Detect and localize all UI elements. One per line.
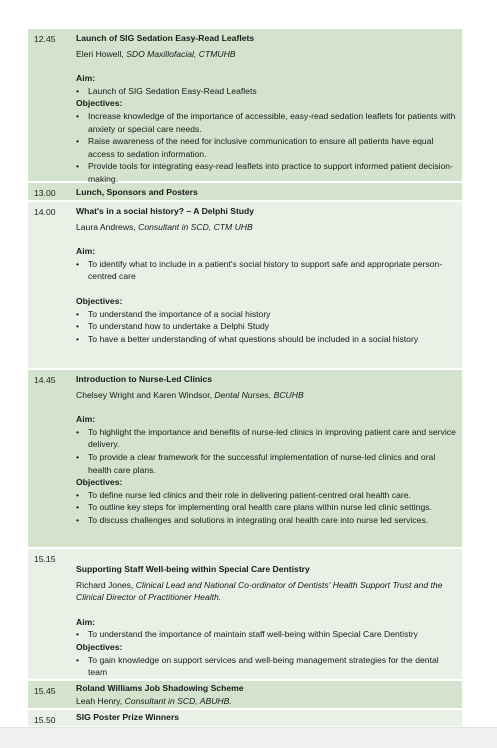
aim-item: • To highlight the importance and benefits of nurse-led clinics in improving patient care and service delivery. (76, 426, 458, 451)
speaker-name: Laura Andrews, (76, 221, 136, 232)
aim-item: • To identify what to include in a patient's social history to support safe and appropriate person-centred care (76, 258, 458, 283)
speaker-name: Richard Jones, (76, 579, 134, 590)
objectives-label: Objectives: (76, 98, 123, 109)
session-time: 14.45 (34, 375, 56, 385)
session-details (72, 202, 462, 368)
session-row (28, 681, 462, 710)
session-title: Launch of SIG Sedation Easy-Read Leaflets (76, 33, 255, 43)
aim-label: Aim: (76, 246, 96, 257)
aim-item: • To provide a clear framework for the successful implementation of nurse-led clinics and oral health care plans. (76, 451, 458, 476)
objective-item: • Raise awareness of the need for inclusive communication to ensure all patients have equal access to sedation information. (76, 135, 458, 160)
session-details (72, 370, 462, 547)
objective-item: • To understand the importance of a social history (76, 308, 458, 321)
session-details (72, 710, 462, 726)
objectives-label: Objectives: (76, 295, 123, 306)
speaker-name: Leah Henry, (76, 695, 123, 706)
session-details (72, 681, 462, 708)
session-row (28, 183, 462, 202)
session-details (72, 549, 462, 679)
aim-item: • To understand the importance of maintain staff well-being within Special Care Dentistry (76, 628, 458, 641)
speaker-name: Eleri Howell, (76, 48, 124, 59)
speaker-role: Clinical Lead and National Co-ordinator of Dentists' Health Support Trust and the Clinical Director of Practitioner Health. (76, 579, 443, 603)
objective-item: • To define nurse led clinics and their role in delivering patient-centred oral health care. (76, 489, 458, 502)
session-row (28, 710, 462, 728)
objective-item: • Provide tools for integrating easy-read leaflets into practice to support informed patient decision-making. (76, 160, 458, 185)
aim-list (76, 258, 458, 283)
objective-item: • To gain knowledge on support services and well-being management strategies for the dental team (76, 654, 458, 679)
session-speaker (76, 389, 458, 402)
speaker-role: Consultant in SCD, CTM UHB (138, 221, 253, 232)
speaker-name: Chelsey Wright and Karen Windsor, (76, 389, 212, 400)
session-time: 15.45 (34, 686, 56, 696)
objectives-list (76, 654, 458, 679)
session-title: Lunch, Sponsors and Posters (76, 187, 198, 197)
session-speaker (76, 221, 458, 234)
objective-item: • To outline key steps for implementing oral health care plans within nurse led clinic settings. (76, 501, 458, 514)
aim-label: Aim: (76, 414, 96, 425)
session-row (28, 370, 462, 549)
objective-item: • To understand how to undertake a Delphi Study (76, 320, 458, 333)
session-speaker (76, 695, 458, 708)
objectives-label: Objectives: (76, 641, 123, 652)
session-row (28, 29, 462, 183)
aim-list (76, 426, 458, 476)
aim-list (76, 85, 458, 98)
objective-item: • To have a better understanding of what questions should be included in a social history (76, 333, 458, 346)
session-title: SIG Poster Prize Winners (76, 712, 180, 722)
session-time: 15.15 (34, 554, 56, 564)
session-details (72, 29, 462, 184)
speaker-role: Dental Nurses, BCUHB (214, 389, 304, 400)
speaker-role: SDO Maxillofacial, CTMUHB (126, 48, 236, 59)
session-row (28, 202, 462, 370)
aim-item: • Launch of SIG Sedation Easy-Read Leaflets (76, 85, 458, 98)
session-speaker (76, 579, 458, 604)
objectives-label: Objectives: (76, 477, 123, 488)
session-title: What's in a social history? – A Delphi Study (76, 206, 255, 216)
session-time: 14.00 (34, 207, 56, 217)
objectives-list (76, 489, 458, 527)
objectives-list (76, 308, 458, 346)
aim-label: Aim: (76, 73, 96, 84)
session-time: 12.45 (34, 34, 56, 44)
objective-item: • Increase knowledge of the importance of accessible, easy-read sedation leaflets for patients with anxiety or special care needs. (76, 110, 458, 135)
objective-item: • To discuss challenges and solutions in integrating oral health care into nurse led services. (76, 514, 458, 527)
session-row (28, 549, 462, 681)
session-speaker (76, 48, 458, 61)
bottom-scroll-strip (0, 727, 497, 748)
session-time: 13.00 (34, 188, 56, 198)
session-time: 15.50 (34, 715, 56, 725)
session-title: Supporting Staff Well-being within Special Care Dentistry (76, 564, 310, 574)
programme-table (28, 29, 462, 744)
session-details (72, 183, 462, 200)
session-title: Introduction to Nurse-Led Clinics (76, 374, 213, 384)
aim-label: Aim: (76, 616, 96, 627)
aim-list (76, 628, 458, 641)
objectives-list (76, 110, 458, 186)
session-title: Roland Williams Job Shadowing Scheme (76, 683, 244, 693)
speaker-role: Consultant in SCD, ABUHB. (124, 695, 232, 706)
